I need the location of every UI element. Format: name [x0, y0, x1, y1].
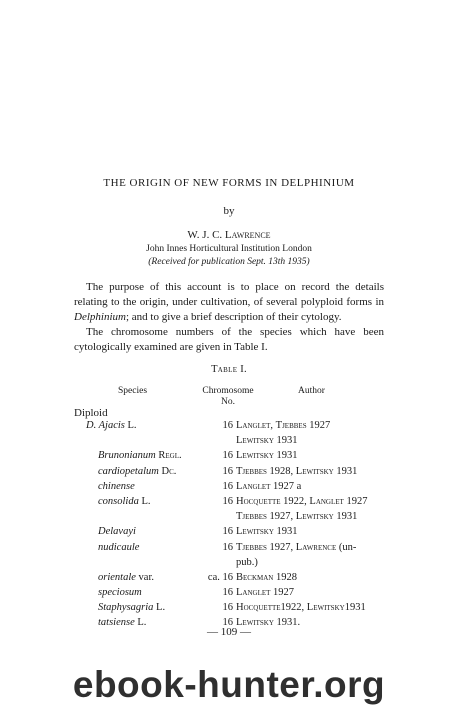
citation-part: Langlet	[309, 495, 344, 507]
citation-part: 1922,	[280, 602, 307, 614]
species-authority: Dc.	[161, 465, 177, 477]
citation-part: 1931.	[273, 617, 301, 629]
table-row	[0, 435, 458, 450]
author-citation	[236, 496, 367, 507]
col-header-chromosome-line2: No.	[221, 397, 235, 407]
author-citation	[236, 542, 356, 553]
citation-part: 1931	[273, 526, 298, 538]
table-row	[0, 481, 458, 496]
species-name	[98, 450, 182, 461]
citation-part: (un-	[336, 541, 357, 553]
col-header-chromosome	[196, 386, 260, 408]
author-citation	[236, 435, 298, 446]
chromosome-number: 16	[222, 420, 233, 431]
table-row	[0, 496, 458, 511]
author-citation	[236, 526, 298, 537]
author-citation	[236, 572, 297, 583]
author-citation	[236, 511, 357, 522]
species-table	[0, 420, 458, 633]
species-name	[98, 526, 136, 537]
chromosome-text: The chromosome numbers of the species which have been cytologically examined are given in Table I.	[74, 326, 384, 353]
species-authority: Regl.	[158, 450, 182, 462]
chromosome-number: 16	[222, 480, 233, 492]
chromosome-number: 16	[222, 541, 233, 553]
species-name	[98, 602, 165, 613]
paper-title: THE ORIGIN OF NEW FORMS IN DELPHINIUM	[103, 177, 355, 189]
author-surname: Lawrence	[224, 229, 271, 241]
citation-part: Tjebbes	[275, 420, 307, 431]
species-epithet: D. Ajacis	[86, 420, 125, 431]
author-citation	[236, 481, 301, 492]
table-row	[0, 420, 458, 435]
citation-part: 1927,	[266, 541, 296, 553]
by-line: by	[223, 205, 235, 217]
author-citation	[236, 466, 357, 477]
col-header-author: Author	[298, 386, 325, 396]
citation-part: 1927 a	[270, 480, 302, 492]
table-row	[0, 542, 458, 557]
species-epithet: Staphysagria	[98, 602, 154, 614]
species-epithet: nudicaule	[98, 541, 140, 553]
citation-part: 1927	[306, 420, 331, 431]
watermark-text: ebook-hunter.org	[72, 664, 386, 705]
watermark-banner	[0, 662, 458, 728]
citation-part: Lawrence	[295, 541, 337, 553]
citation-part: Lewitsky	[236, 450, 274, 462]
citation-part: 1928	[273, 571, 297, 583]
citation-part: 1927	[343, 495, 368, 507]
citation-part: 1927	[270, 587, 295, 599]
author-citation	[236, 602, 366, 613]
institution: John Innes Horticultural Institution London	[146, 244, 312, 254]
chromosome-number: 16	[222, 450, 233, 462]
citation-part: Langlet	[236, 480, 271, 492]
species-epithet: tatsiense	[98, 617, 135, 629]
author-citation	[236, 587, 294, 598]
species-authority: L.	[156, 602, 166, 614]
species-epithet: Delavayi	[98, 526, 136, 538]
species-epithet: orientale	[98, 571, 136, 583]
citation-part: 1931	[333, 511, 358, 523]
citation-part: Langlet	[236, 587, 271, 599]
citation-part: Beckman	[236, 571, 274, 583]
chromosome-number: ca. 16	[207, 571, 233, 583]
table-row	[0, 572, 458, 587]
author-citation	[236, 557, 258, 568]
col-header-species: Species	[118, 386, 148, 396]
citation-part: 1922,	[280, 495, 310, 507]
author-initials: W. J. C.	[187, 229, 225, 241]
species-epithet: speciosum	[98, 587, 142, 599]
citation-part: Lewitsky	[236, 435, 274, 447]
table-title: Table I.	[211, 364, 247, 375]
table-row	[0, 511, 458, 526]
citation-part: Tjebbes	[236, 511, 267, 523]
species-epithet: cardiopetalum	[98, 465, 159, 477]
intro-genus: Delphinium	[74, 311, 126, 323]
species-name	[98, 496, 151, 507]
citation-part: Langlet	[236, 420, 271, 431]
species-authority: L.	[127, 420, 137, 431]
species-authority: L.	[141, 495, 151, 507]
citation-part: Tjebbes	[236, 541, 267, 553]
table-row	[0, 526, 458, 541]
intro-paragraph	[74, 280, 384, 325]
citation-part: Lewitsky	[236, 526, 274, 538]
table-row	[0, 557, 458, 572]
citation-part: 1931	[333, 465, 358, 477]
group-label: Diploid	[74, 407, 108, 419]
citation-part: Lewitsky	[295, 511, 334, 523]
citation-part: Hocquette	[236, 602, 281, 614]
author-citation	[236, 450, 298, 461]
species-name	[98, 466, 176, 477]
species-name	[98, 587, 142, 598]
chromosome-number: 16	[222, 617, 233, 629]
citation-part: Lewitsky	[306, 602, 345, 614]
chromosome-number: 16	[222, 526, 233, 538]
species-name	[98, 572, 154, 583]
citation-part: Lewitsky	[236, 617, 274, 629]
species-epithet: chinense	[98, 480, 135, 492]
citation-part: 1931	[273, 435, 298, 447]
species-epithet: consolida	[98, 495, 139, 507]
intro-text-b: ; and to give a brief description of their cytology.	[125, 311, 342, 323]
chromosome-number: 16	[222, 495, 233, 507]
citation-part: ,	[270, 420, 276, 431]
table-row	[0, 466, 458, 481]
citation-part: Lewitsky	[295, 465, 334, 477]
citation-part: pub.)	[236, 556, 258, 568]
species-authority: var.	[138, 571, 154, 583]
species-name	[86, 420, 137, 431]
chromosome-paragraph	[74, 325, 384, 355]
author-citation	[236, 420, 330, 431]
citation-part: 1928,	[266, 465, 296, 477]
col-header-chromosome-line1: Chromosome	[202, 386, 254, 396]
page-number: — 109 —	[207, 626, 251, 638]
species-name	[98, 481, 135, 492]
table-row	[0, 602, 458, 617]
citation-part: 1931	[273, 450, 298, 462]
species-epithet: Brunonianum	[98, 450, 156, 462]
citation-part: 1927,	[266, 511, 296, 523]
author-name	[0, 229, 458, 241]
citation-part: Tjebbes	[236, 465, 267, 477]
species-authority: L.	[137, 617, 147, 629]
received-date: (Received for publication Sept. 13th 1935)	[148, 257, 310, 267]
table-row	[0, 450, 458, 465]
table-row	[0, 587, 458, 602]
chromosome-number: 16	[222, 587, 233, 599]
intro-text-a: The purpose of this account is to place on record the details relating to the origin, under cultivation, of several polyploid forms in	[74, 281, 384, 308]
chromosome-number: 16	[222, 602, 233, 614]
citation-part: 1931	[344, 602, 366, 614]
species-name	[98, 542, 139, 553]
chromosome-number: 16	[222, 465, 233, 477]
citation-part: Hocquette	[236, 495, 281, 507]
